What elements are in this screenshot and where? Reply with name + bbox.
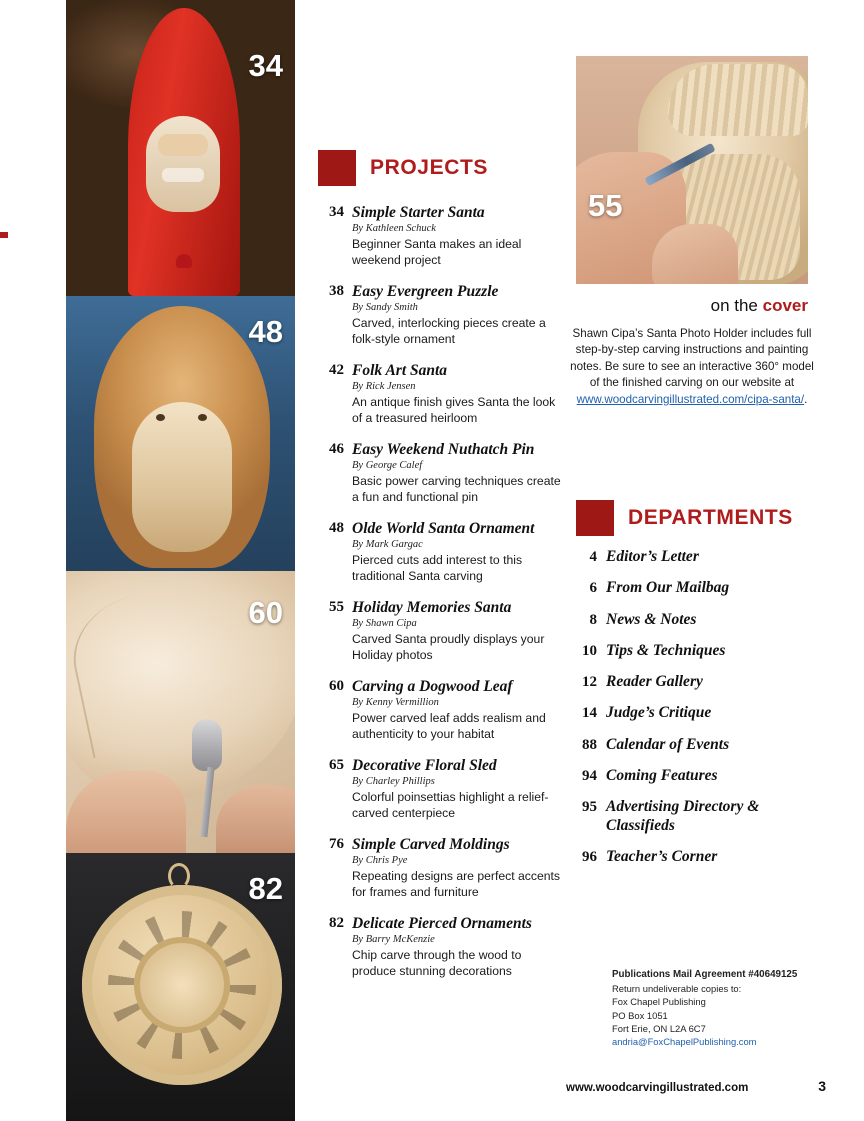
departments-list	[576, 548, 824, 879]
toc-title: Carving a Dogwood Leaf	[352, 678, 513, 695]
dept-title: News & Notes	[606, 610, 697, 628]
photo-pierced-ornament	[66, 853, 295, 1121]
dept-page-number: 14	[582, 705, 597, 722]
toc-author: By Mark Gargac	[352, 538, 423, 550]
eye-left	[156, 414, 165, 421]
dept-title: Teacher’s Corner	[606, 847, 718, 865]
footer-page-number: 3	[818, 1078, 826, 1094]
leaf-vein	[66, 574, 270, 758]
toc-author: By Shawn Cipa	[352, 617, 417, 629]
dept-page-number: 96	[582, 848, 597, 865]
on-the-cover-label	[576, 296, 808, 316]
red-square-marker-icon	[576, 500, 614, 536]
dept-entry-88[interactable]	[576, 736, 824, 754]
toc-entry-60[interactable]	[318, 678, 566, 742]
toc-page-number: 46	[329, 441, 344, 457]
toc-page-number: 34	[329, 204, 344, 220]
toc-page-number: 55	[329, 599, 344, 615]
dept-title: Editor’s Letter	[606, 548, 699, 565]
photo-olde-world-santa	[66, 296, 295, 571]
heart-detail	[176, 254, 192, 268]
toc-entry-38[interactable]	[318, 283, 566, 347]
cover-photo	[576, 56, 808, 284]
dept-title: Reader Gallery	[606, 673, 703, 691]
cover-caption-text: Shawn Cipa’s Santa Photo Holder includes full step-by-step carving instructions and painting notes. Be sure to see an interactive 360° model of the finished carving on our website at	[570, 327, 814, 390]
toc-entry-65[interactable]	[318, 757, 566, 821]
toc-page-number: 42	[329, 362, 344, 378]
toc-author: By Kathleen Schuck	[352, 222, 436, 234]
dept-page-number: 94	[582, 767, 597, 784]
page-edge-tab	[0, 232, 8, 238]
toc-entry-76[interactable]	[318, 836, 566, 900]
cover-page-number: 55	[588, 188, 623, 223]
toc-description: Beginner Santa makes an ideal weekend project	[352, 236, 522, 267]
toc-description: Repeating designs are perfect accents for frames and furniture	[352, 868, 560, 899]
toc-title: Holiday Memories Santa	[352, 599, 512, 616]
toc-title: Delicate Pierced Ornaments	[352, 915, 532, 932]
cover-website-link[interactable]: www.woodcarvingillustrated.com/cipa-santa/	[576, 392, 805, 406]
mail-line-4: Fort Erie, ON L2A 6C7	[612, 1022, 706, 1034]
dept-title: From Our Mailbag	[606, 579, 730, 597]
carving-burr-icon	[192, 719, 222, 771]
on-the-cover-prefix: on the	[710, 296, 763, 315]
dept-entry-8[interactable]	[576, 611, 824, 629]
dept-page-number: 88	[582, 736, 597, 753]
dept-entry-96[interactable]	[576, 848, 824, 866]
footer-website-url[interactable]: www.woodcarvingillustrated.com	[566, 1082, 749, 1094]
photo-page-number: 60	[248, 595, 283, 630]
hand-illustration-left	[66, 771, 186, 853]
dept-page-number: 10	[582, 642, 597, 659]
toc-author: By Chris Pye	[352, 854, 408, 866]
departments-heading-label: DEPARTMENTS	[628, 506, 793, 529]
dept-entry-95[interactable]	[576, 798, 824, 835]
photo-page-number: 48	[248, 314, 283, 349]
dept-page-number: 8	[589, 611, 597, 628]
mail-line-3: PO Box 1051	[612, 1009, 668, 1021]
toc-author: By Charley Phillips	[352, 775, 435, 787]
toc-description: Colorful poinsettias highlight a relief-carved centerpiece	[352, 789, 549, 820]
projects-heading	[318, 150, 566, 186]
toc-description: Chip carve through the wood to produce stunning decorations	[352, 947, 522, 978]
toc-description: Power carved leaf adds realism and authenticity to your habitat	[352, 710, 546, 741]
toc-title: Simple Starter Santa	[352, 204, 485, 221]
toc-page-number: 65	[329, 757, 344, 773]
toc-entry-46[interactable]	[318, 441, 566, 505]
photo-simple-starter-santa	[66, 0, 295, 296]
eye-left	[166, 140, 173, 147]
departments-heading	[576, 500, 793, 536]
mail-email-link[interactable]: andria@FoxChapelPublishing.com	[612, 1036, 757, 1048]
projects-column	[318, 150, 566, 994]
toc-title: Simple Carved Moldings	[352, 836, 510, 853]
photo-page-number: 34	[248, 48, 283, 83]
dept-entry-10[interactable]	[576, 642, 824, 660]
toc-entry-34[interactable]	[318, 204, 566, 268]
photo-page-number: 82	[248, 871, 283, 906]
cover-caption-period: .	[804, 392, 808, 406]
dept-title: Judge’s Critique	[606, 704, 712, 722]
toc-title: Easy Evergreen Puzzle	[352, 283, 499, 300]
eye-right	[198, 414, 207, 421]
page-footer	[566, 1078, 826, 1094]
eye-right	[192, 140, 199, 147]
wood-santa-carving-illustration	[94, 306, 270, 568]
toc-entry-48[interactable]	[318, 520, 566, 584]
dept-page-number: 6	[589, 580, 597, 597]
toc-title: Folk Art Santa	[352, 362, 448, 379]
dept-entry-4[interactable]	[576, 548, 824, 566]
dept-entry-14[interactable]	[576, 704, 824, 722]
publications-mail-block	[612, 968, 842, 1049]
dept-title: Tips & Techniques	[606, 641, 726, 659]
toc-author: By Kenny Vermillion	[352, 696, 439, 708]
toc-page-number: 60	[329, 678, 344, 694]
toc-author: By Sandy Smith	[352, 301, 418, 313]
mail-line-1: Return undeliverable copies to:	[612, 982, 742, 994]
projects-heading-label: PROJECTS	[370, 156, 488, 179]
dept-entry-94[interactable]	[576, 767, 824, 785]
dept-page-number: 95	[582, 799, 597, 816]
dept-page-number: 12	[582, 674, 597, 691]
on-the-cover-strong: cover	[762, 296, 808, 315]
dept-title: Calendar of Events	[606, 735, 730, 753]
toc-description: Carved Santa proudly displays your Holiday photos	[352, 631, 545, 662]
photo-strip	[66, 0, 295, 1121]
hand-illustration-right	[216, 785, 295, 853]
thumb-illustration	[652, 224, 738, 284]
toc-page-number: 48	[329, 520, 344, 536]
dept-title: Coming Features	[606, 766, 718, 784]
toc-page-number: 82	[329, 915, 344, 931]
dept-entry-6[interactable]	[576, 579, 824, 597]
toc-title: Olde World Santa Ornament	[352, 520, 535, 537]
toc-author: By George Calef	[352, 459, 423, 471]
mail-agreement: Publications Mail Agreement #40649125	[612, 969, 798, 980]
red-square-marker-icon	[318, 150, 356, 186]
toc-title: Decorative Floral Sled	[352, 757, 497, 774]
cover-caption	[570, 326, 814, 408]
toc-entry-82[interactable]	[318, 915, 566, 979]
toc-page-number: 76	[329, 836, 344, 852]
pierced-ornament-illustration	[82, 885, 282, 1085]
dept-entry-12[interactable]	[576, 673, 824, 691]
toc-page-number: 38	[329, 283, 344, 299]
santa-hat	[668, 64, 808, 136]
photo-dogwood-leaf	[66, 571, 295, 853]
toc-entry-55[interactable]	[318, 599, 566, 663]
dept-title: Advertising Directory & Classifieds	[606, 798, 760, 834]
toc-description: An antique finish gives Santa the look of a treasured heirloom	[352, 394, 556, 425]
red-santa-carving-illustration	[128, 8, 240, 296]
mail-line-2: Fox Chapel Publishing	[612, 996, 706, 1008]
toc-description: Pierced cuts add interest to this traditional Santa carving	[352, 552, 523, 583]
toc-description: Basic power carving techniques create a fun and functional pin	[352, 473, 561, 504]
toc-entry-42[interactable]	[318, 362, 566, 426]
toc-author: By Rick Jensen	[352, 380, 416, 392]
dept-page-number: 4	[589, 549, 597, 565]
toc-title: Easy Weekend Nuthatch Pin	[352, 441, 535, 458]
toc-description: Carved, interlocking pieces create a folk-style ornament	[352, 315, 546, 346]
toc-author: By Barry McKenzie	[352, 933, 435, 945]
